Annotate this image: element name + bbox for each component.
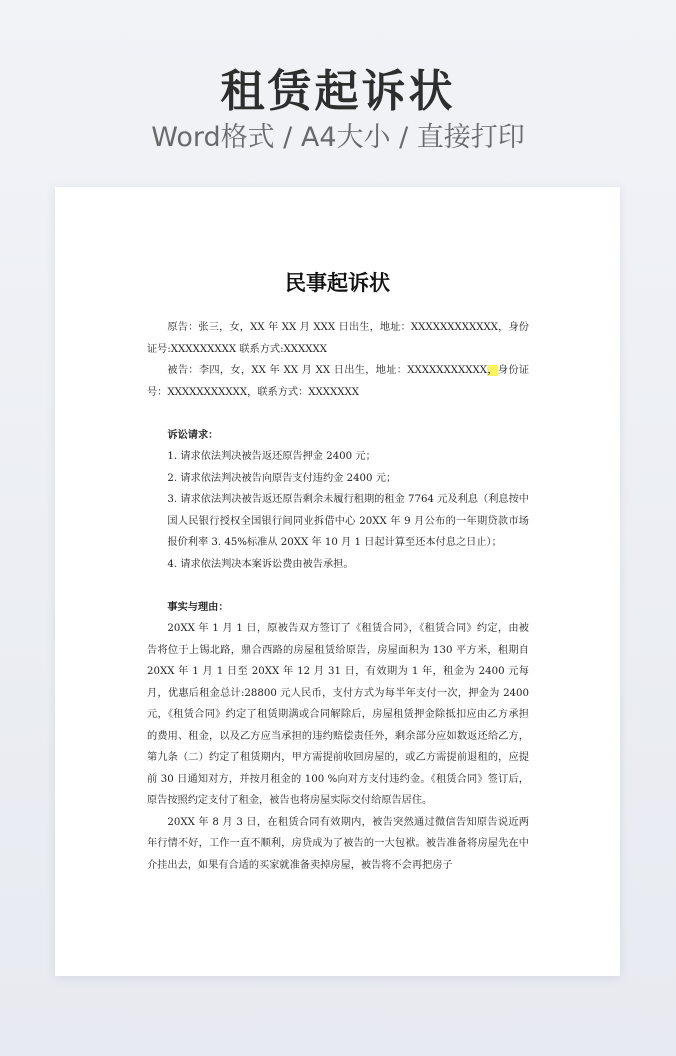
- claim-item: 1. 请求依法判决被告返还原告押金 2400 元；: [167, 451, 376, 462]
- page-title: 租赁起诉状: [220, 66, 456, 117]
- document-title: 民事起诉状: [285, 271, 390, 295]
- claims-heading: 诉讼请求：: [167, 428, 219, 441]
- defendant-text: 被告：李四，女，XX 年 XX 月 XX 日出生，地址：XXXXXXXXXXX: [167, 365, 487, 376]
- highlight-mark: ，: [487, 365, 498, 376]
- document-page: [55, 187, 620, 976]
- claim-item: 4. 请求依法判决本案诉讼费由被告承担。: [167, 558, 354, 570]
- claim-item: 3. 请求依法判决被告返还原告剩余未履行租期的租金 7764 元及利息（利息按中国人民银行授权全国银行间同业拆借中心 20XX 年 9 月公布的一年期贷款市场报价利率 3. 45%标准从 20XX 年 10 月 1 日起计算至还本付息之日止）；: [167, 494, 529, 548]
- plaintiff-paragraph: 原告：张三，女，XX 年 XX 月 XXX 日出生，地址：XXXXXXXXXXXX，身份证号:XXXXXXXXX 联系方式:XXXXXX: [147, 322, 529, 355]
- claim-item: 2. 请求依法判决被告向原告支付违约金 2400 元；: [167, 472, 397, 484]
- page-subtitle: Word格式 / A4大小 / 直接打印: [151, 122, 525, 153]
- defendant-id-text: 身份证号：XXXXXXXXXXX，联系方式：XXXXXXX: [147, 365, 530, 398]
- facts-heading: 事实与理由：: [167, 600, 229, 613]
- facts-paragraph: 20XX 年 8 月 3 日，在租赁合同有效期内，被告突然通过微信告知原告说近两年行情不好，工作一直不顺利，房贷成为了被告的一大包袱。被告准备将房屋先在中介挂出去，如果有合适的买家就准备卖掉房屋，被告将不会再把房子: [147, 816, 529, 871]
- defendant-paragraph: [147, 360, 529, 403]
- document-body: [147, 317, 529, 876]
- facts-paragraph: 20XX 年 1 月 1 日，原被告双方签订了《租赁合同》，《租赁合同》约定，由被告将位于上锡北路，鼎合西路的房屋租赁给原告，房屋面积为 130 平方米，租期自 20XX 年 1 月 1 日至 20XX 年 12 月 31 日，有效期为 1 年，租金为 2400 元每月，优惠后租金总计:28800 元人民币，支付方式为每半年支付一次，押金为 2400 元，《租赁合同》约定了租赁期满或合同解除后，房屋租赁押金除抵扣应由乙方承担的费用、租金，以及乙方应当承担的违约赔偿责任外，剩余部分应如数返还给乙方，第九条（二）约定了租赁期内，甲方需提前收回房屋的，或乙方需提前退租的，应提前 30 日通知对方，并按月租金的 100 %向对方支付违约金。《租赁合同》签订后，原告按照约定支付了租金，被告也将房屋实际交付给原告居住。: [147, 623, 529, 806]
